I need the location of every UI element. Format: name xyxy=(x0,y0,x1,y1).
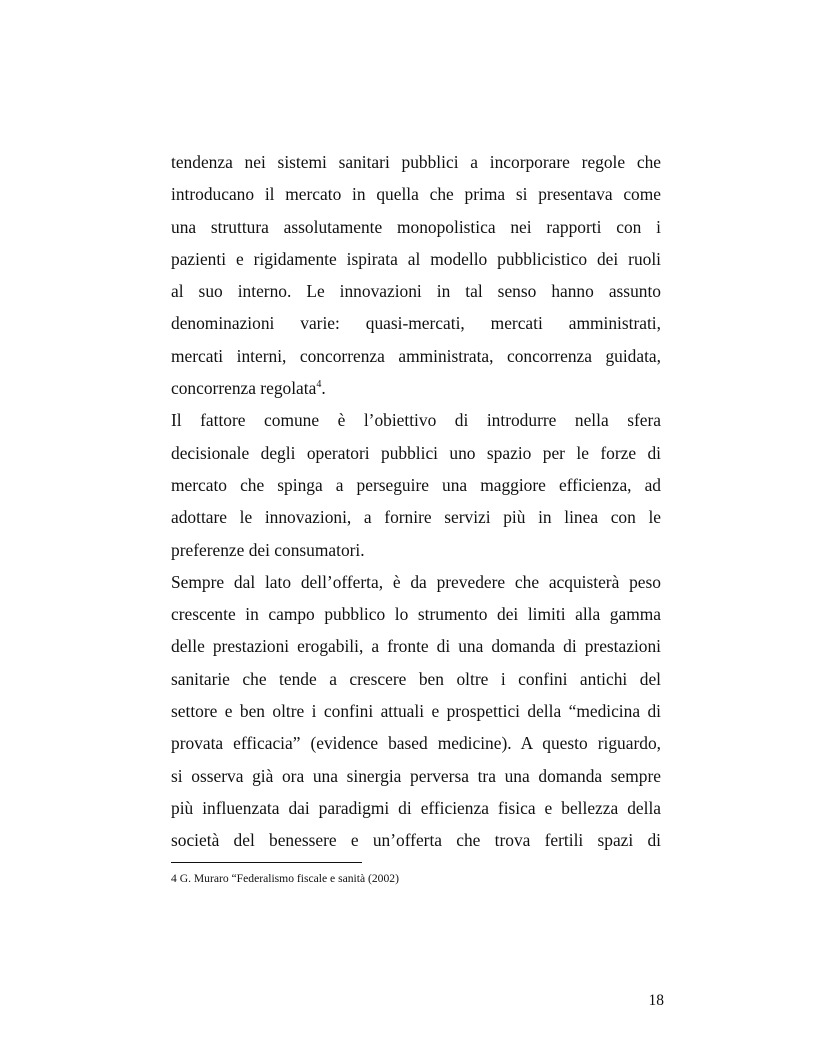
text-line: introducano il mercato in quella che prima si presentava come xyxy=(171,184,661,205)
text-line-with-footnote xyxy=(171,372,661,404)
page-number: 18 xyxy=(648,992,664,1009)
text-line: mercati interni, concorrenza amministrata, concorrenza guidata, xyxy=(171,345,661,366)
text-line: decisionale degli operatori pubblici uno spazio per le forze di xyxy=(171,442,661,463)
text-line: sanitarie che tende a crescere ben oltre i confini antichi del xyxy=(171,668,661,689)
text-line: preferenze dei consumatori. xyxy=(171,539,365,560)
text-line-content: concorrenza regolata xyxy=(171,378,317,399)
text-line: al suo interno. Le innovazioni in tal senso hanno assunto xyxy=(171,281,661,302)
text-line: crescente in campo pubblico lo strumento dei limiti alla gamma xyxy=(171,604,661,625)
text-line: delle prestazioni erogabili, a fronte di una domanda di prestazioni xyxy=(171,636,661,657)
text-line: Il fattore comune è l’obiettivo di introdurre nella sfera xyxy=(171,410,661,431)
text-line: provata efficacia” (evidence based medicine). A questo riguardo, xyxy=(171,733,661,754)
body-text xyxy=(171,146,661,857)
text-line: una struttura assolutamente monopolistica nei rapporti con i xyxy=(171,216,661,237)
footnote-reference-suffix: . xyxy=(321,378,326,399)
text-line: mercato che spinga a perseguire una maggiore efficienza, ad xyxy=(171,474,661,495)
text-line: denominazioni varie: quasi-mercati, mercati amministrati, xyxy=(171,313,661,334)
text-line: tendenza nei sistemi sanitari pubblici a incorporare regole che xyxy=(171,152,661,172)
footnote-divider xyxy=(171,862,362,863)
text-line: settore e ben oltre i confini attuali e prospettici della “medicina di xyxy=(171,701,661,722)
text-line: adottare le innovazioni, a fornire servizi più in linea con le xyxy=(171,507,661,528)
text-line: Sempre dal lato dell’offerta, è da prevedere che acquisterà peso xyxy=(171,571,661,592)
text-line: pazienti e rigidamente ispirata al modello pubblicistico dei ruoli xyxy=(171,248,661,269)
footnote-reference: 4 xyxy=(316,379,322,391)
footnote: 4 G. Muraro “Federalismo fiscale e sanità (2002) xyxy=(171,872,399,885)
text-line: più influenzata dai paradigmi di efficienza fisica e bellezza della xyxy=(171,797,661,818)
text-line: società del benessere e un’offerta che trova fertili spazi di xyxy=(171,830,661,851)
text-line: si osserva già ora una sinergia perversa tra una domanda sempre xyxy=(171,765,661,786)
